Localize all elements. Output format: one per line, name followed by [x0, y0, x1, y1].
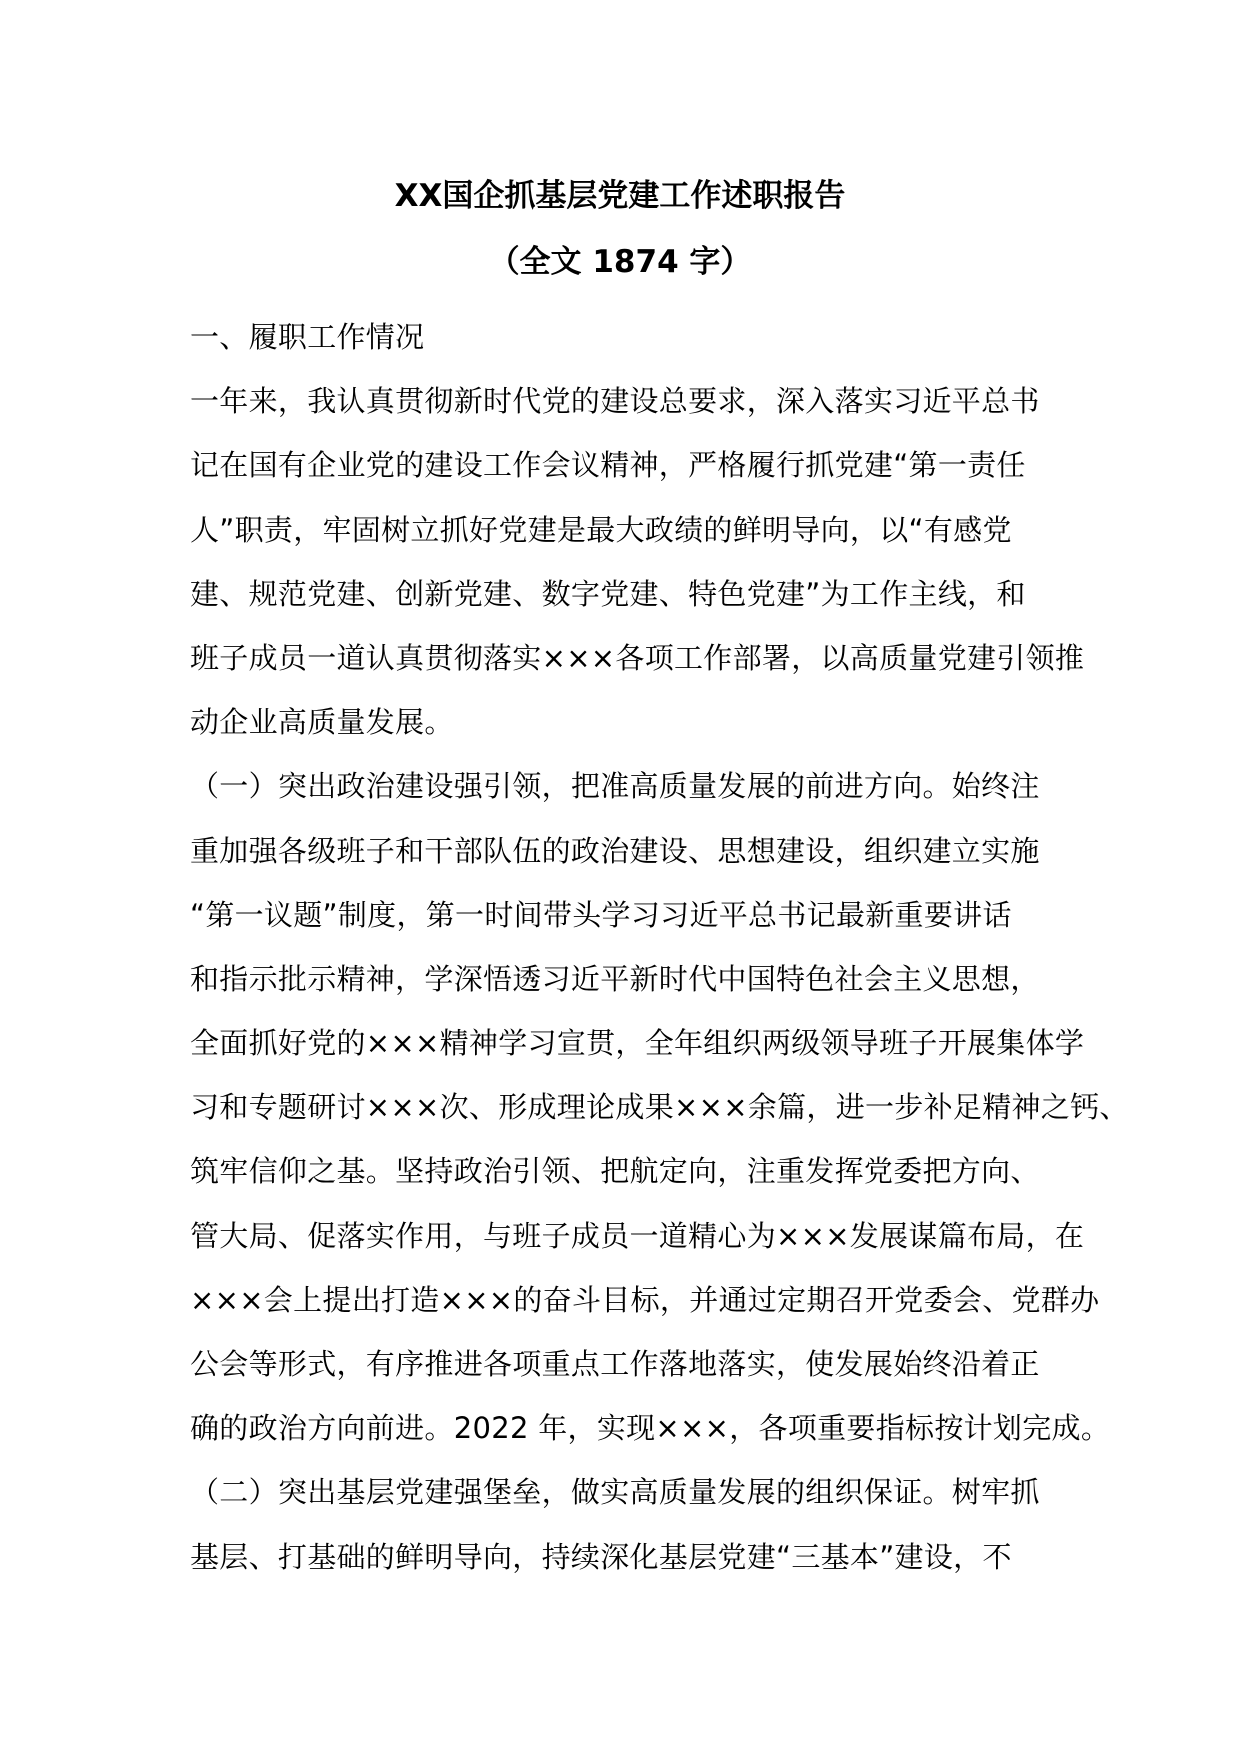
paragraph-line: 筑牢信仰之基。坚持政治引领、把航定向，注重发挥党委把方向、 [190, 1154, 1040, 1189]
paragraph-line: 公会等形式，有序推进各项重点工作落地落实，使发展始终沿着正 [190, 1347, 1040, 1381]
paragraph-line: 全面抓好党的×××精神学习宣贯，全年组织两级领导班子开展集体学 [190, 1026, 1085, 1061]
paragraph-line: （一）突出政治建设强引领，把准高质量发展的前进方向。始终注 [190, 769, 1040, 804]
paragraph-line: 班子成员一道认真贯彻落实×××各项工作部署，以高质量党建引领推 [190, 640, 1085, 675]
paragraph-line: 和指示批示精神，学深悟透习近平新时代中国特色社会主义思想， [190, 961, 1040, 996]
paragraph-line: 基层、打基础的鲜明导向，持续深化基层党建“三基本”建设，不 [190, 1539, 1012, 1574]
paragraph-line: 人”职责，牢固树立抓好党建是最大政绩的鲜明导向，以“有感党 [190, 512, 1012, 547]
document-title: XX国企抓基层党建工作述职报告 [394, 178, 846, 214]
paragraph-line: 习和专题研讨×××次、形成理论成果×××余篇，进一步补足精神之钙、 [190, 1090, 1129, 1125]
paragraph-line: 管大局、促落实作用，与班子成员一道精心为×××发展谋篇布局，在 [190, 1218, 1085, 1253]
paragraph-line: 动企业高质量发展。 [190, 705, 454, 740]
paragraph-line: 建、规范党建、创新党建、数字党建、特色党建”为工作主线，和 [190, 576, 1026, 611]
paragraph-line: 重加强各级班子和干部队伍的政治建设、思想建设，组织建立实施 [190, 833, 1040, 868]
paragraph-line: 记在国有企业党的建设工作会议精神，严格履行抓党建“第一责任 [190, 448, 1026, 483]
section-heading: 一、履职工作情况 [190, 320, 425, 354]
document-body [190, 305, 1129, 1589]
document-subtitle: （全文 1874 字） [488, 244, 752, 280]
paragraph-line: “第一议题”制度，第一时间带头学习习近平总书记最新重要讲话 [190, 897, 1012, 932]
paragraph-line: 确的政治方向前进。2022 年，实现×××，各项重要指标按计划完成。 [190, 1411, 1111, 1446]
paragraph-line: 一年来，我认真贯彻新时代党的建设总要求，深入落实习近平总书 [190, 384, 1040, 419]
paragraph-line: （二）突出基层党建强堡垒，做实高质量发展的组织保证。树牢抓 [190, 1475, 1040, 1510]
paragraph-line: ×××会上提出打造×××的奋斗目标，并通过定期召开党委会、党群办 [190, 1282, 1100, 1317]
